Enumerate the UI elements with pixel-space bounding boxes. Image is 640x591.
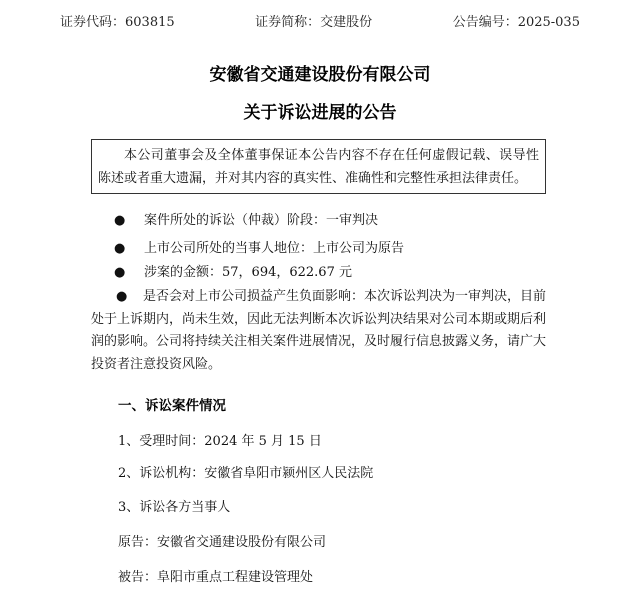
announcement-number: 公告编号：2025-035 bbox=[452, 15, 580, 30]
parties-heading: 3、诉讼各方当事人 bbox=[118, 500, 231, 515]
stock-short-name: 证券简称：交建股份 bbox=[255, 15, 373, 30]
bullet-icon: ● bbox=[114, 265, 126, 280]
bullet-icon: ● bbox=[114, 213, 126, 228]
list-item bbox=[91, 286, 546, 376]
announcement-title: 关于诉讼进展的公告 bbox=[243, 103, 397, 123]
case-stage: 案件所处的诉讼（仲裁）阶段：一审判决 bbox=[144, 213, 379, 228]
court: 2、诉讼机构：安徽省阜阳市颍州区人民法院 bbox=[118, 466, 374, 481]
stock-code: 证券代码：603815 bbox=[60, 15, 175, 30]
defendant: 被告：阜阳市重点工程建设管理处 bbox=[118, 570, 314, 585]
case-amount: 涉案的金额：57，694，622.67 元 bbox=[144, 265, 352, 280]
plaintiff: 原告：安徽省交通建设股份有限公司 bbox=[118, 535, 327, 550]
list-item bbox=[116, 210, 556, 233]
board-guarantee-notice: 本公司董事会及全体董事保证本公告内容不存在任何虚假记载、误导性陈述或者重大遗漏，并对其内容的真实性、准确性和完整性承担法律责任。 bbox=[91, 139, 546, 194]
accept-time: 1、受理时间：2024 年 5 月 15 日 bbox=[118, 434, 322, 449]
bullet-icon: ● bbox=[114, 241, 126, 256]
list-item bbox=[116, 262, 556, 285]
bullet-icon: ● bbox=[116, 289, 128, 304]
company-title: 安徽省交通建设股份有限公司 bbox=[209, 65, 431, 85]
list-item bbox=[116, 238, 556, 261]
party-status: 上市公司所处的当事人地位：上市公司为原告 bbox=[144, 241, 405, 256]
document-header bbox=[60, 11, 580, 30]
impact-statement: 是否会对上市公司损益产生负面影响：本次诉讼判决为一审判决，目前处于上诉期内，尚未生效，因此无法判断本次诉讼判决结果对公司本期或期后利润的影响。公司将持续关注相关案件进展情况，及时履行信息披露义务，请广大投资者注意投资风险。 bbox=[91, 289, 547, 372]
section-heading: 一、诉讼案件情况 bbox=[118, 398, 226, 414]
